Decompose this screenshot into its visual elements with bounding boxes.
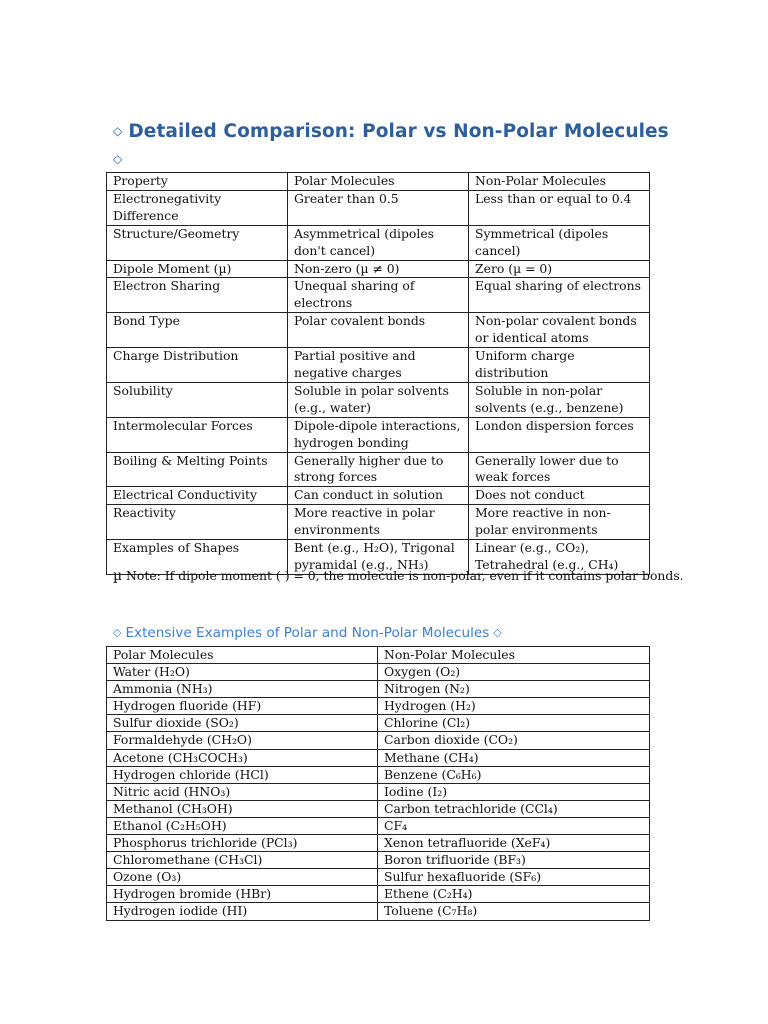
table-cell: Asymmetrical (dipoles don't cancel)	[288, 225, 469, 260]
table-row	[107, 800, 650, 817]
table-row	[107, 505, 650, 540]
table-cell: Sulfur hexafluoride (SF₆)	[378, 869, 650, 886]
table-cell: Ammonia (NH₃)	[107, 681, 378, 698]
table-header-cell: Non-Polar Molecules	[378, 647, 650, 664]
table-cell: Generally higher due to strong forces	[288, 452, 469, 487]
note-text-before: Note: If dipole moment (	[122, 568, 285, 583]
diamond-icon: ◇	[113, 152, 123, 166]
table-cell: Methane (CH₄)	[378, 749, 650, 766]
mu-symbol: µ	[113, 568, 123, 584]
table-row	[107, 886, 650, 903]
table-cell: More reactive in non-polar environments	[469, 505, 650, 540]
table-cell: Polar covalent bonds	[288, 313, 469, 348]
note-text-after: ) = 0, the molecule is non-polar, even if it contains polar bonds.	[284, 568, 684, 583]
table-header-cell: Property	[107, 173, 288, 191]
table-cell: Hydrogen (H₂)	[378, 698, 650, 715]
table-row	[107, 664, 650, 681]
dipole-note	[113, 568, 684, 584]
table-cell: Electron Sharing	[107, 278, 288, 313]
table-cell: Ethene (C₂H₄)	[378, 886, 650, 903]
table-cell: Can conduct in solution	[288, 487, 469, 505]
table-row	[107, 783, 650, 800]
diamond-icon: ◇	[113, 626, 122, 639]
table-header-row	[107, 173, 650, 191]
table-row	[107, 260, 650, 278]
table-cell: Ozone (O₃)	[107, 869, 378, 886]
table-cell: Carbon dioxide (CO₂)	[378, 732, 650, 749]
table-cell: Chloromethane (CH₃Cl)	[107, 852, 378, 869]
table-cell: Bent (e.g., H₂O), Trigonal pyramidal (e.g., NH₃)	[288, 540, 469, 575]
table-cell: Chlorine (Cl₂)	[378, 715, 650, 732]
table-row	[107, 313, 650, 348]
examples-table-body	[107, 647, 650, 921]
table-cell: Water (H₂O)	[107, 664, 378, 681]
table-cell: Electrical Conductivity	[107, 487, 288, 505]
table-row	[107, 835, 650, 852]
table-cell: Non-polar covalent bonds or identical atoms	[469, 313, 650, 348]
table-cell: Boiling & Melting Points	[107, 452, 288, 487]
table-cell: Examples of Shapes	[107, 540, 288, 575]
table-row	[107, 698, 650, 715]
table-row	[107, 452, 650, 487]
table-row	[107, 382, 650, 417]
table-row	[107, 817, 650, 834]
table-cell: Nitrogen (N₂)	[378, 681, 650, 698]
table-cell: Phosphorus trichloride (PCl₃)	[107, 835, 378, 852]
table-row	[107, 766, 650, 783]
table-cell: Oxygen (O₂)	[378, 664, 650, 681]
table-cell: Dipole Moment (µ)	[107, 260, 288, 278]
table-cell: Toluene (C₇H₈)	[378, 903, 650, 920]
table-cell: Partial positive and negative charges	[288, 348, 469, 383]
table-cell: Does not conduct	[469, 487, 650, 505]
table-cell: Benzene (C₆H₆)	[378, 766, 650, 783]
table-cell: Soluble in non-polar solvents (e.g., benzene)	[469, 382, 650, 417]
table-cell: Sulfur dioxide (SO₂)	[107, 715, 378, 732]
table-cell: Equal sharing of electrons	[469, 278, 650, 313]
table-cell: Zero (µ = 0)	[469, 260, 650, 278]
table-cell: Linear (e.g., CO₂), Tetrahedral (e.g., CH₄)	[469, 540, 650, 575]
table-cell: Nitric acid (HNO₃)	[107, 783, 378, 800]
table-row	[107, 225, 650, 260]
comparison-table-body	[107, 173, 650, 575]
table-row	[107, 749, 650, 766]
table-cell: Methanol (CH₃OH)	[107, 800, 378, 817]
table-header-row	[107, 647, 650, 664]
table-row	[107, 869, 650, 886]
table-cell: Iodine (I₂)	[378, 783, 650, 800]
table-cell: London dispersion forces	[469, 417, 650, 452]
section-heading-comparison	[113, 121, 669, 142]
table-cell: Hydrogen fluoride (HF)	[107, 698, 378, 715]
section-heading-examples	[113, 625, 502, 641]
table-cell: Non-zero (µ ≠ 0)	[288, 260, 469, 278]
table-cell: Boron trifluoride (BF₃)	[378, 852, 650, 869]
table-cell: Hydrogen chloride (HCl)	[107, 766, 378, 783]
table-row	[107, 278, 650, 313]
comparison-table	[106, 172, 650, 575]
table-header-cell: Polar Molecules	[288, 173, 469, 191]
table-cell: Less than or equal to 0.4	[469, 190, 650, 225]
table-row	[107, 190, 650, 225]
section-heading-text: Detailed Comparison: Polar vs Non-Polar Molecules	[128, 121, 669, 142]
table-row	[107, 417, 650, 452]
table-cell: Xenon tetrafluoride (XeF₄)	[378, 835, 650, 852]
table-row	[107, 487, 650, 505]
examples-table	[106, 646, 650, 921]
table-cell: Bond Type	[107, 313, 288, 348]
table-row	[107, 715, 650, 732]
table-cell: Dipole-dipole interactions, hydrogen bonding	[288, 417, 469, 452]
table-cell: Unequal sharing of electrons	[288, 278, 469, 313]
table-cell: Hydrogen bromide (HBr)	[107, 886, 378, 903]
table-cell: Symmetrical (dipoles cancel)	[469, 225, 650, 260]
table-cell: Charge Distribution	[107, 348, 288, 383]
table-cell: Ethanol (C₂H₅OH)	[107, 817, 378, 834]
diamond-icon: ◇	[113, 124, 123, 138]
table-cell: Electronegativity Difference	[107, 190, 288, 225]
table-cell: Intermolecular Forces	[107, 417, 288, 452]
table-cell: Reactivity	[107, 505, 288, 540]
table-cell: CF₄	[378, 817, 650, 834]
table-cell: Formaldehyde (CH₂O)	[107, 732, 378, 749]
table-row	[107, 903, 650, 920]
table-cell: Soluble in polar solvents (e.g., water)	[288, 382, 469, 417]
table-header-cell: Non-Polar Molecules	[469, 173, 650, 191]
table-cell: Hydrogen iodide (HI)	[107, 903, 378, 920]
table-cell: Uniform charge distribution	[469, 348, 650, 383]
table-cell: Greater than 0.5	[288, 190, 469, 225]
table-cell: Structure/Geometry	[107, 225, 288, 260]
table-cell: More reactive in polar environments	[288, 505, 469, 540]
table-row	[107, 681, 650, 698]
table-header-cell: Polar Molecules	[107, 647, 378, 664]
diamond-icon: ◇	[493, 626, 502, 639]
table-cell: Carbon tetrachloride (CCl₄)	[378, 800, 650, 817]
table-cell: Generally lower due to weak forces	[469, 452, 650, 487]
table-cell: Solubility	[107, 382, 288, 417]
table-row	[107, 732, 650, 749]
section-heading-text: Extensive Examples of Polar and Non-Polar Molecules	[125, 625, 490, 641]
table-row	[107, 348, 650, 383]
table-cell: Acetone (CH₃COCH₃)	[107, 749, 378, 766]
table-row	[107, 852, 650, 869]
